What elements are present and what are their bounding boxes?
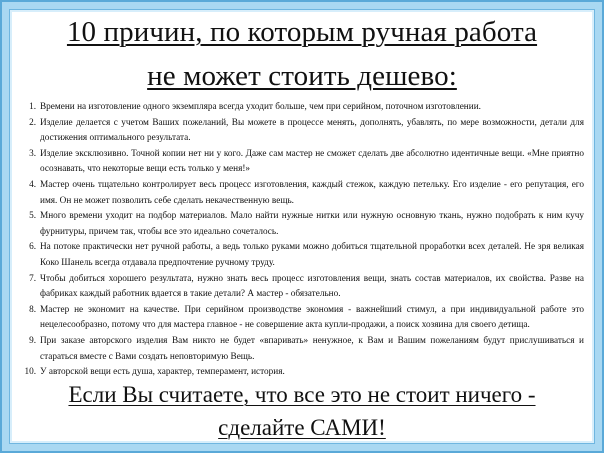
item-text: При заказе авторского изделия Вам никто не будет «впаривать» ненужное, к Вам и Вашим пожеланиям будут прислушиваться и стараться вместе с Вами создать неповторимую Вещь. [40,335,584,362]
item-text: Изделие эксклюзивно. Точной копии нет ни у кого. Даже сам мастер не сможет сделать две абсолютно идентичные вещи. «Мне приятно осознавать, что некоторые вещи есть только у меня!» [40,148,584,175]
list-item [20,100,584,116]
item-text: Много времени уходит на подбор материалов. Мало найти нужные нитки или нужную основную ткань, нужно подобрать к ним кучу фурнитуры, причем так, чтобы все это идеально сочеталось. [40,211,584,237]
footer-line-1 [10,382,594,408]
title-text-1: 10 причин, по которым ручная работа [66,16,538,48]
item-number: 7. [29,273,36,284]
list-item [20,209,584,240]
list-item [20,303,584,334]
list-item [20,272,584,303]
footer-line-2 [10,415,594,441]
document-card [9,9,595,444]
footer-text-2: сделайте САМИ! [218,415,386,440]
item-text: Изделие делается с учетом Ваших пожеланий, Вы можете в процессе менять, дополнять, убавлять, по мере возможности, детали для достижения оптимального результата. [40,117,584,144]
list-item [20,334,584,365]
item-number: 1. [29,102,36,112]
reasons-list [20,100,584,381]
item-number: 5. [29,211,36,222]
title-line-2 [10,60,594,92]
list-item [20,147,584,178]
list-item [20,178,584,209]
item-number: 3. [29,148,36,159]
list-item [20,365,584,381]
list-item [20,240,584,271]
item-number: 9. [29,335,36,346]
footer-text-1: Если Вы считаете, что все это не стоит ничего - [68,382,536,407]
title-text-2: не может стоить дешево: [147,60,457,92]
item-text: Мастер очень тщательно контролирует весь процесс изготовления, каждый стежок, каждую петельку. Его изделие - его репутация, его имя. Он не может позволить себе сделать некачественную вещь. [40,179,584,206]
item-text: Времени на изготовление одного экземпляра всегда уходит больше, чем при серийном, поточном изготовлении. [40,102,481,112]
item-number: 4. [29,179,36,190]
item-text: На потоке практически нет ручной работы, а ведь только руками можно добиться тщательной проработки всех деталей. Не зря великая Коко Шанель всегда отдавала предпочтение ручному труду. [40,242,584,268]
item-number: 2. [29,117,36,128]
item-number: 10. [24,367,36,378]
title-line-1 [10,16,594,48]
item-text: Чтобы добиться хорошего результата, нужно знать весь процесс изготовления вещи, знать состав материалов, их свойства. Разве на фабриках каждый работник вдается в такие детали? А мастер - обязательно. [40,273,584,300]
item-text: Мастер не экономит на качестве. При серийном производстве экономия - важнейший стимул, а при индивидуальной работе это нецелесообразно, потому что для мастера главное - не совершение акта купли-продажи, а поиск хозяина для своего детища. [40,304,584,331]
item-number: 6. [29,242,36,253]
item-number: 8. [29,304,36,315]
list-item [20,116,584,147]
item-text: У авторской вещи есть душа, характер, темперамент, история. [40,367,285,378]
